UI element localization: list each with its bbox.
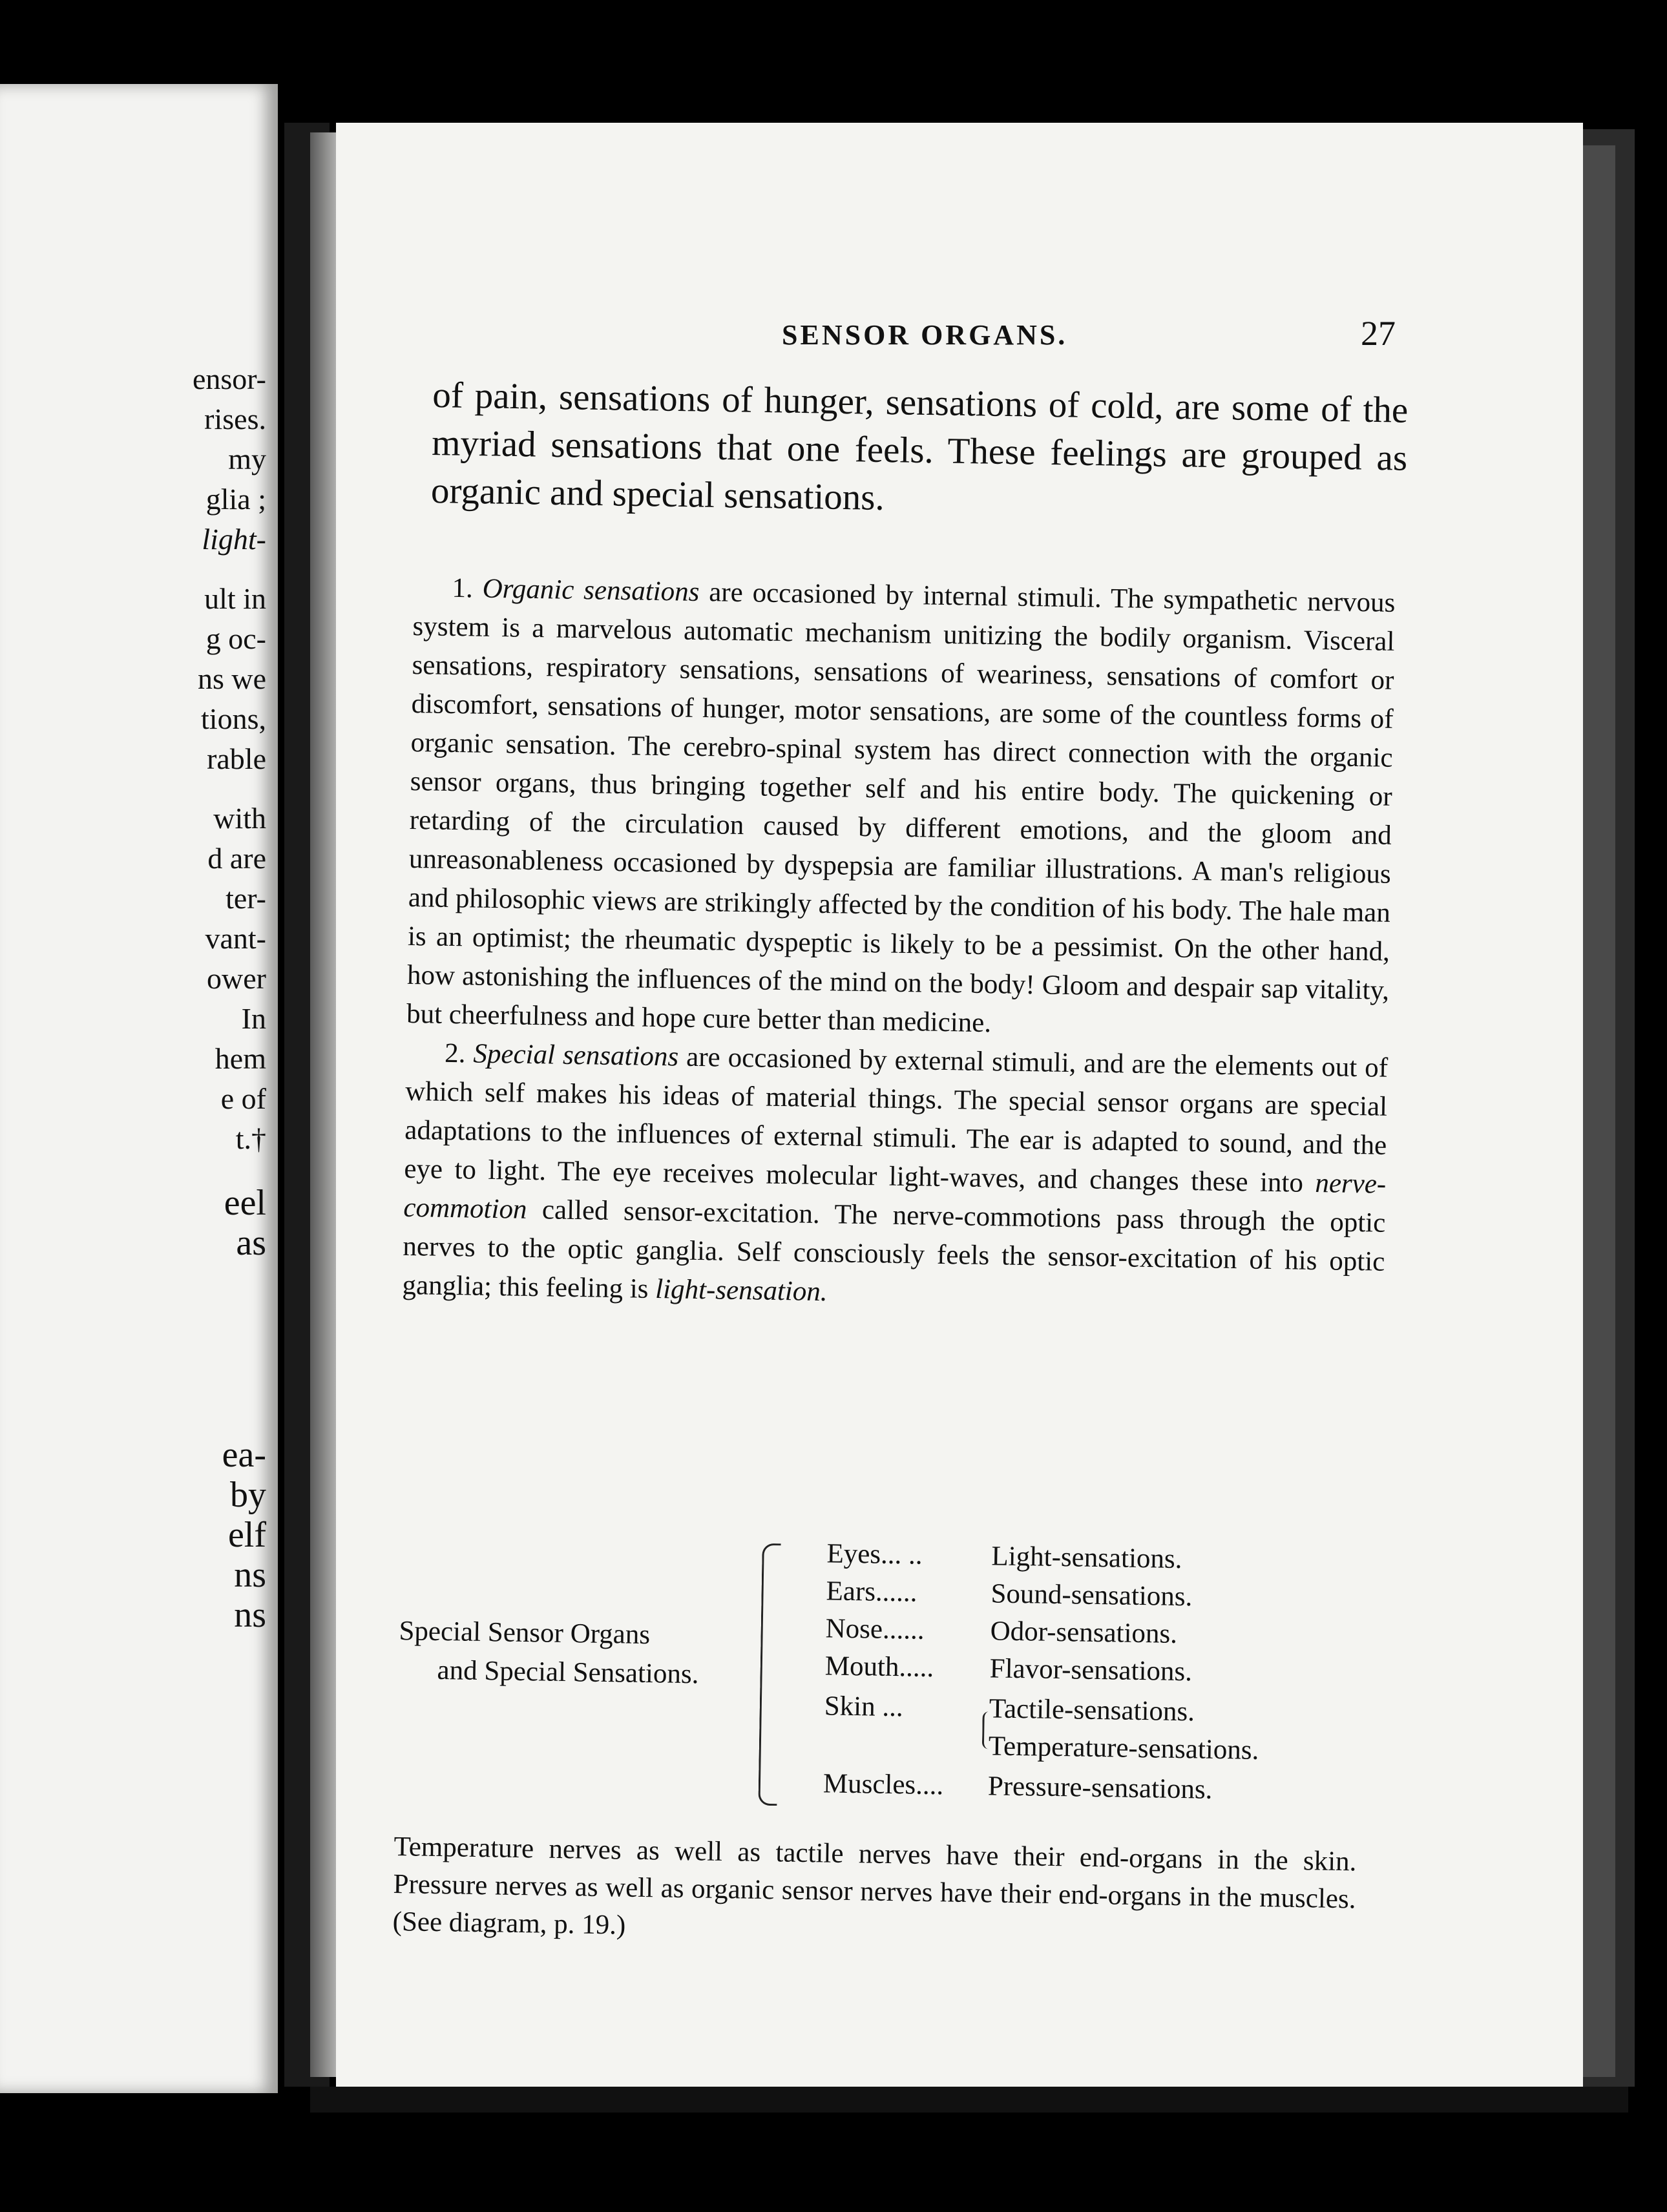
term-light-sensation: light-sensation. xyxy=(655,1274,828,1308)
list-title: Special Sensor Organs xyxy=(399,1615,651,1651)
list-row xyxy=(826,1575,1192,1612)
sensation-label: Light-sensations. xyxy=(991,1541,1182,1574)
left-page-fragment: ower xyxy=(207,962,266,995)
paragraph-number: 1. xyxy=(452,572,474,604)
left-page-fragment: rises. xyxy=(204,402,266,435)
sensation-label: Odor-sensations. xyxy=(990,1616,1178,1649)
running-head: SENSOR ORGANS. xyxy=(782,319,1068,351)
left-page-fragment: ns xyxy=(234,1595,266,1635)
left-page xyxy=(0,84,278,2093)
left-page-fragment: ns we xyxy=(197,662,266,695)
left-page-fragment: glia ; xyxy=(205,483,266,516)
term-nerve-commotion: nerve-commotion xyxy=(403,1168,1387,1225)
list-row xyxy=(824,1650,1192,1687)
brace-icon xyxy=(982,1711,994,1749)
left-page-fragment: light- xyxy=(202,523,266,556)
left-page-fragment: as xyxy=(236,1223,266,1263)
paragraph-text: are occasioned by external stimuli, and are the elements out of which self makes his ideas of material things. The special sensor organs are special adaptations to the influences of external stimuli. The ear is adapted to sound, and the eye to light. The eye receives molecular light-waves, and changes these into xyxy=(404,1041,1389,1198)
sensation-label: Pressure-sensations. xyxy=(987,1771,1213,1805)
list-subtitle: and Special Sensations. xyxy=(437,1654,699,1690)
left-page-fragment: ter- xyxy=(225,882,266,915)
intro-paragraph: of pain, sensations of hunger, sensations of cold, are some of the myriad sensations that one feels. These feelings are grouped as organic and special sensations. xyxy=(430,374,1409,518)
sensation-label: Tactile-sensations. xyxy=(989,1693,1195,1727)
term-special-sensations: Special sensations xyxy=(473,1038,679,1072)
left-page-fragment: vant- xyxy=(205,922,266,955)
sensation-label: Flavor-sensations. xyxy=(989,1653,1193,1687)
page-header xyxy=(730,313,1396,371)
left-page-fragment: tions, xyxy=(201,702,266,735)
body-text xyxy=(402,569,1396,1320)
left-page-fragment: ns xyxy=(234,1555,266,1595)
left-page-fragment: elf xyxy=(227,1515,266,1555)
left-page-fragment: g oc- xyxy=(205,622,266,655)
page-number: 27 xyxy=(1361,314,1396,353)
note-paragraph: Temperature nerves as well as tactile nerves have their end-organs in the skin. Pressure nerves as well as organic sensor nerves have their end-organs in the muscles. (See diagram, p. 19.) xyxy=(392,1831,1357,1941)
list-row xyxy=(826,1538,1182,1575)
left-page-fragment: ea- xyxy=(222,1435,266,1475)
organ-label: Muscles.... xyxy=(823,1768,944,1801)
organ-label: Mouth..... xyxy=(824,1651,934,1683)
list-row xyxy=(823,1768,1213,1805)
sensation-label: Temperature-sensations. xyxy=(988,1731,1259,1766)
left-page-fragment: my xyxy=(228,443,266,475)
list-row xyxy=(824,1727,1259,1766)
left-page-fragment: with xyxy=(213,802,266,835)
left-page-fragment: hem xyxy=(215,1042,266,1075)
list-row xyxy=(825,1612,1177,1650)
left-page-fragment: In xyxy=(241,1002,266,1035)
left-page-fragment: by xyxy=(230,1475,266,1515)
organ-label: Eyes... .. xyxy=(826,1538,923,1570)
organ-label: Ears...... xyxy=(826,1576,917,1608)
left-page-fragment: rable xyxy=(207,742,266,775)
brace-icon xyxy=(758,1543,781,1806)
sensor-organs-list xyxy=(396,1531,1376,1831)
left-page-fragment: d are xyxy=(207,842,266,875)
bottom-edge xyxy=(310,2087,1628,2113)
paragraph-text: are occasioned by internal stimuli. The sympathetic nervous system is a marvelous automatic mechanism unitizing the bodily organism. Visceral sensations, respiratory sensations, sensations of weariness, sensations of comfort or discomfort, sensations of hunger, motor sensations, are some of the countless forms of organic sensation. The cerebro-spinal system has direct connection with the organic sensor organs, thus bringing together self and his entire body. The quickening or retarding of the circulation caused by different emotions, and the gloom and unreasonableness occasioned by dyspepsia are familiar illustrations. A man's religious and philosophic views are strikingly affected by the condition of his body. The hale man is an optimist; the rheumatic dyspeptic is likely to be a pessimist. On the other hand, how astonishing the influences of the mind on the body! Gloom and despair sap vitality, but cheerfulness and hope cure better than medicine. xyxy=(406,577,1396,1039)
left-page-fragment: e of xyxy=(220,1082,266,1115)
organ-label: Skin ... xyxy=(824,1691,904,1723)
sensation-label: Sound-sensations. xyxy=(991,1578,1193,1612)
list-row xyxy=(824,1690,1195,1727)
left-page-fragment: ult in xyxy=(204,582,266,615)
paragraph-special xyxy=(402,1034,1388,1320)
organ-label: Nose...... xyxy=(825,1613,925,1645)
term-organic-sensations: Organic sensations xyxy=(482,573,700,607)
paragraph-number: 2. xyxy=(444,1038,466,1069)
paragraph-organic xyxy=(406,569,1396,1049)
left-page-fragment: eel xyxy=(224,1183,266,1223)
organ-label xyxy=(824,1752,989,1755)
left-page-fragment: t.† xyxy=(235,1122,266,1155)
paragraph-text: called sensor-excitation. The nerve-commotions pass through the optic nerves to the optic ganglia. Self consciously feels the sensor-excitation of his optic ganglia; this feeling is xyxy=(402,1195,1386,1304)
left-page-fragment: ensor- xyxy=(192,362,266,395)
